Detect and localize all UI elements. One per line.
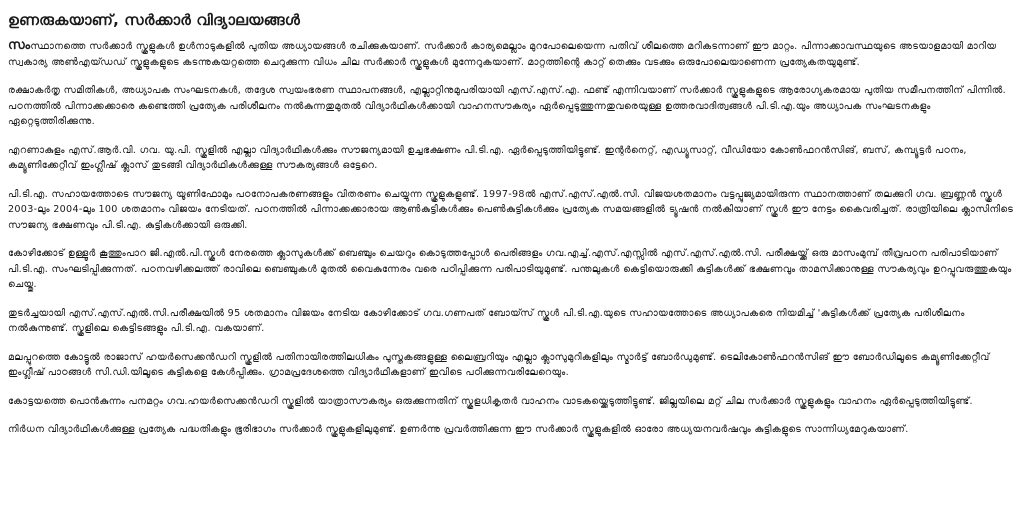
paragraph-text: മലപ്പുറത്തെ കോട്ടൂൽ രാജാസ് ഹയർസെക്കൻഡറി സ്കൂളിൽ പതിനായിരത്തിലധികം പുസ്തകങ്ങളുള്ള ലൈബ്രറിയും എല്ലാ ക്ലാസുമുറികളിലും സ്മാർട്ട് ബോർഡുമുണ്ട്. ടെലികോൺഫറൻസിങ് ഈ ബോർഡിലൂടെ കമ്യൂണിക്കേറ്റീവ് ഇംഗ്ലീഷ് പാഠങ്ങൾ സി.ഡി.യിലൂടെ കുട്ടികളെ കേൾപ്പിക്കും. ഗ്രാമപ്രദേശത്തെ വിദ്യാർഥികളാണ് ഇവിടെ പഠിക്കുന്നവരിലേറെയും.: [8, 351, 990, 378]
paragraph-text: കോട്ടയത്തെ പൊൻകുന്നം പനമറ്റം ഗവ.ഹയർസെക്കൻഡറി സ്കൂളിൽ യാത്രാസൗകര്യം ഒരുക്കുന്നതിന് സ്കൂളധികൃതർ വാഹനം വാടകയ്ക്കെടുത്തിട്ടുണ്ട്. ജില്ലയിലെ മറ്റ് ചില സർക്കാർ സ്കൂളുകളും വാഹനം ഏർപ്പെടുത്തിയിട്ടുണ്ട്.: [8, 395, 973, 407]
paragraph-lead: സം: [8, 38, 31, 53]
article-paragraph: [8, 350, 1014, 381]
article-paragraph: [8, 143, 1014, 174]
article-paragraph: [8, 187, 1014, 234]
paragraph-text: രക്ഷാകർതൃ സമിതികൾ, അധ്യാപക സംഘടനകൾ, തദ്ദേശ സ്വയംഭരണ സ്ഥാപനങ്ങൾ, എല്ലാറ്റിനുമുപരിയായി എസ്.എസ്.എ. ഫണ്ട് എന്നിവയാണ് സർക്കാർ സ്കൂളുകളുടെ ആരോഗ്യകരമായ പുതിയ സമീപനത്തിന് പിന്നിൽ. പഠനത്തിൽ പിന്നാക്കക്കാരെ കണ്ടെത്തി പ്രത്യേക പരിശീലനം നൽകുന്നതുമുതൽ വിദ്യാർഥികൾക്കായി വാഹനസൗകര്യം ഏർപ്പെടുത്തുന്നതുവരെയുള്ള ഉത്തരവാദിത്വങ്ങൾ പി.ടി.എ.യും അധ്യാപക സംഘടനകളും ഏറ്റെടുത്തിരിക്കുന്നു.: [8, 85, 1007, 127]
paragraph-text: നിർധന വിദ്യാർഥികൾക്കുള്ള പ്രത്യേക പദ്ധതികളും ഭൂരിഭാഗം സർക്കാർ സ്കൂളുകളിലുമുണ്ട്. ഉണർന്നു പ്രവർത്തിക്കുന്ന ഈ സർക്കാർ സ്കൂളുകളിൽ ഓരോ അധ്യയനവർഷവും കുട്ടികളുടെ സാന്നിധ്യമേറുകയാണ്.: [8, 424, 909, 435]
article-paragraph: [8, 38, 1014, 70]
paragraph-text: എറണാകുളം എസ്.ആർ.വി. ഗവ. യു.പി. സ്കൂളിൽ എല്ലാ വിദ്യാർഥികൾക്കും സൗജന്യമായി ഉച്ചഭക്ഷണം പി.ടി.എ. ഏർപ്പെടുത്തിയിട്ടുണ്ട്. ഇന്റർനെറ്റ്, എഡ്യൂസാറ്റ്, വീഡിയോ കോൺഫറൻസിങ്, ബസ്, കമ്പ്യൂട്ടർ പഠനം, കമ്യൂണിക്കേറ്റീവ് ഇംഗ്ലീഷ് ക്ലാസ് തുടങ്ങി വിദ്യാർഥികൾക്കുള്ള സൗകര്യങ്ങൾ ഒട്ടേറെ.: [8, 144, 967, 171]
paragraph-text: തുടർച്ചയായി എസ്.എസ്.എൽ.സി.പരീക്ഷയിൽ 95 ശതമാനം വിജയം നേടിയ കോഴിക്കോട് ഗവ.ഗണപത് ബോയ്സ് സ്കൂൾ പി.ടി.എ.യുടെ സഹായത്തോടെ അധ്യാപകരെ നിയമിച്ച് 'കുട്ടികൾക്ക് പ്രത്യേക പരിശീലനം നൽകുന്നുണ്ട്. സ്കൂളിലെ കെട്ടിടങ്ങളും പി.ടി.എ. വകയാണ്.: [8, 307, 965, 334]
article-paragraph: [8, 394, 1014, 410]
paragraph-text: സ്ഥാനത്തെ സർക്കാർ സ്കൂളുകൾ ഉൾനാടുകളിൽ പുതിയ അധ്യായങ്ങൾ രചിക്കുകയാണ്. സർക്കാർ കാര്യമെല്ലാം മുറപോലെയെന്ന പതിവ് ശീലത്തെ മറികടന്നാണ് ഈ മാറ്റം. പിന്നാക്കാവസ്ഥയുടെ അടയാളമായി മാറിയ സ്വകാര്യ അൺഎയ്ഡഡ് സ്കൂളുകളുടെ കടന്നുകയറ്റത്തെ ചെറുക്കുന്ന വിധം ചില സർക്കാർ സ്കൂളുകൾ മുന്നേറുകയാണ്. മാറ്റത്തിന്റെ കാറ്റ് തെക്കും വടക്കും ഒരുപോലെയാണെന്ന പ്രത്യേകതയുമുണ്ട്.: [8, 41, 997, 68]
paragraph-text: പി.ടി.എ. സഹായത്തോടെ സൗജന്യ യൂണിഫോമും പഠനോപകരണങ്ങളും വിതരണം ചെയ്യുന്ന സ്കൂളുകളുണ്ട്. 1997-98ൽ എസ്.എസ്.എൽ.സി. വിജയശതമാനം വട്ടപ്പൂജ്യമായിരുന്ന സ്ഥാനത്താണ് തലക്കുറി ഗവ. ബ്രണ്ണൻ സ്കൂൾ 2003-ലും 2004-ലും 100 ശതമാനം വിജയം നേടിയത്. പഠനത്തിൽ പിന്നാക്കക്കാരായ ആൺകുട്ടികൾക്കും പെൺകുട്ടികൾക്കും പ്രത്യേക സമയങ്ങളിൽ ട്യൂഷൻ നൽകിയാണ് സ്കൂൾ ഈ നേട്ടം കൈവരിച്ചത്. രാത്രിയിലെ ക്ലാസിനിടെ സൗജന്യ ഭക്ഷണവും പി.ടി.എ. കുട്ടികൾക്കായി ഒരുക്കി.: [8, 188, 1014, 231]
article-paragraph: [8, 422, 1014, 438]
article-paragraph: [8, 83, 1014, 130]
article-paragraph: [8, 246, 1014, 293]
paragraph-text: കോഴിക്കോട് ഉള്ളൂർ കൂത്തുംപാറ ജി.എൽ.പി.സ്കൂൾ നേരത്തെ ക്ലാസുകൾക്ക് ബെഞ്ചും ചെയറും കൊടുത്തപ്പോൾ പെരിങ്ങളം ഗവ.എച്ച്.എസ്.എസ്സിൽ എസ്.എസ്.എൽ.സി. പരീക്ഷയ്ക്ക് ഒരു മാസംമുമ്പ് തീവ്രപഠന പരിപാടിയാണ് പി.ടി.എ. സംഘടിപ്പിക്കുന്നത്. പഠനവഴിക്കലത്ത് രാവിലെ ബെഞ്ചുകൾ മുതൽ വൈകുന്നേരം വരെ പഠിപ്പിക്കുന്ന പരിപാടിയുമുണ്ട്. പന്തലുകൾ കെട്ടിയൊരുക്കി കുട്ടികൾക്ക് ഭക്ഷണവും താമസിക്കാനുള്ള സൗകര്യവും ഉറപ്പുവരുത്തുകയും ചെയ്തു.: [8, 248, 1012, 290]
article-paragraph: [8, 306, 1014, 337]
article-title: ഉണരുകയാണ്, സർക്കാർ വിദ്യാലയങ്ങൾ: [8, 11, 301, 29]
